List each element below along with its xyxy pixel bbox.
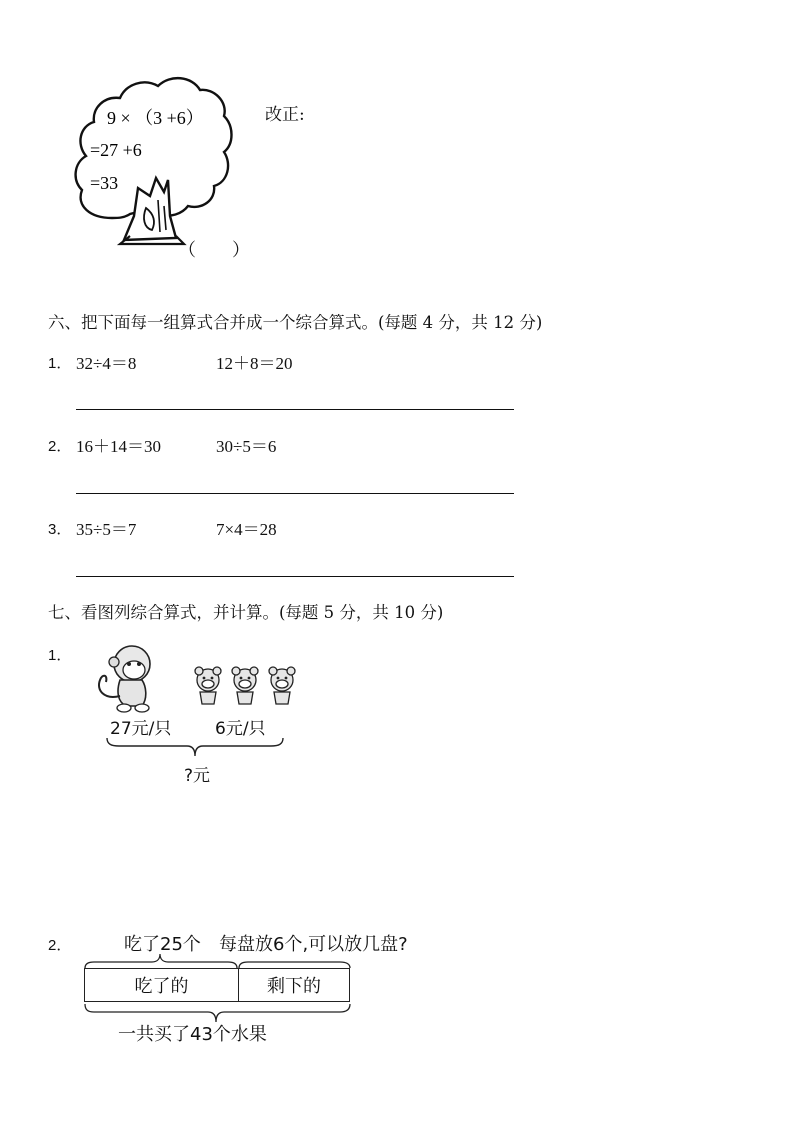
tree-illustration (72, 68, 237, 248)
s6-item3-number: 3． (48, 521, 72, 538)
section6-heading: 六、把下面每一组算式合并成一个综合算式。(每题 4 分，共 12 分) (48, 313, 543, 332)
toy-price-label: 6元/只 (215, 719, 266, 739)
tree-line-2: =27 +6 (90, 140, 142, 160)
s6-item1-eq2: 12＋8＝20 (216, 354, 293, 373)
eaten-count-label: 吃了25个 (124, 934, 201, 955)
question-text: 每盘放6个,可以放几盘? (219, 934, 408, 955)
judge-parens: （ ） (178, 240, 250, 260)
monkey-toy-icon (92, 640, 158, 714)
small-toys-icon (192, 664, 298, 710)
tree-line-1: 9 × （3 +6） (107, 108, 204, 128)
s6-item2-eq2: 30÷5＝6 (216, 437, 277, 456)
s6-item1-number: 1． (48, 355, 72, 372)
bar-segment-remaining: 剩下的 (238, 968, 350, 1002)
s6-item3-eq2: 7×4＝28 (216, 520, 277, 539)
s6-item2-number: 2． (48, 438, 72, 455)
s6-item2-eq1: 16＋14＝30 (76, 437, 161, 456)
section7-heading: 七、看图列综合算式，并计算。(每题 5 分，共 10 分) (48, 603, 444, 622)
s6-item3-eq1: 35÷5＝7 (76, 520, 137, 539)
total-brace (105, 736, 285, 762)
s7-q1-number: 1． (48, 647, 72, 664)
total-fruit-label: 一共买了43个水果 (118, 1024, 267, 1045)
tree-line-3: =33 (90, 173, 119, 193)
s6-item1-answer-line[interactable] (76, 409, 514, 410)
bar-segment-eaten: 吃了的 (84, 968, 239, 1002)
s6-item2-answer-line[interactable] (76, 493, 514, 494)
s6-item1-eq1: 32÷4＝8 (76, 354, 137, 373)
monkey-price-label: 27元/只 (110, 719, 172, 739)
s7-q2-number: 2． (48, 937, 72, 954)
total-unknown-label: ?元 (184, 766, 211, 786)
s6-item3-answer-line[interactable] (76, 576, 514, 577)
correction-label: 改正: (265, 105, 305, 125)
